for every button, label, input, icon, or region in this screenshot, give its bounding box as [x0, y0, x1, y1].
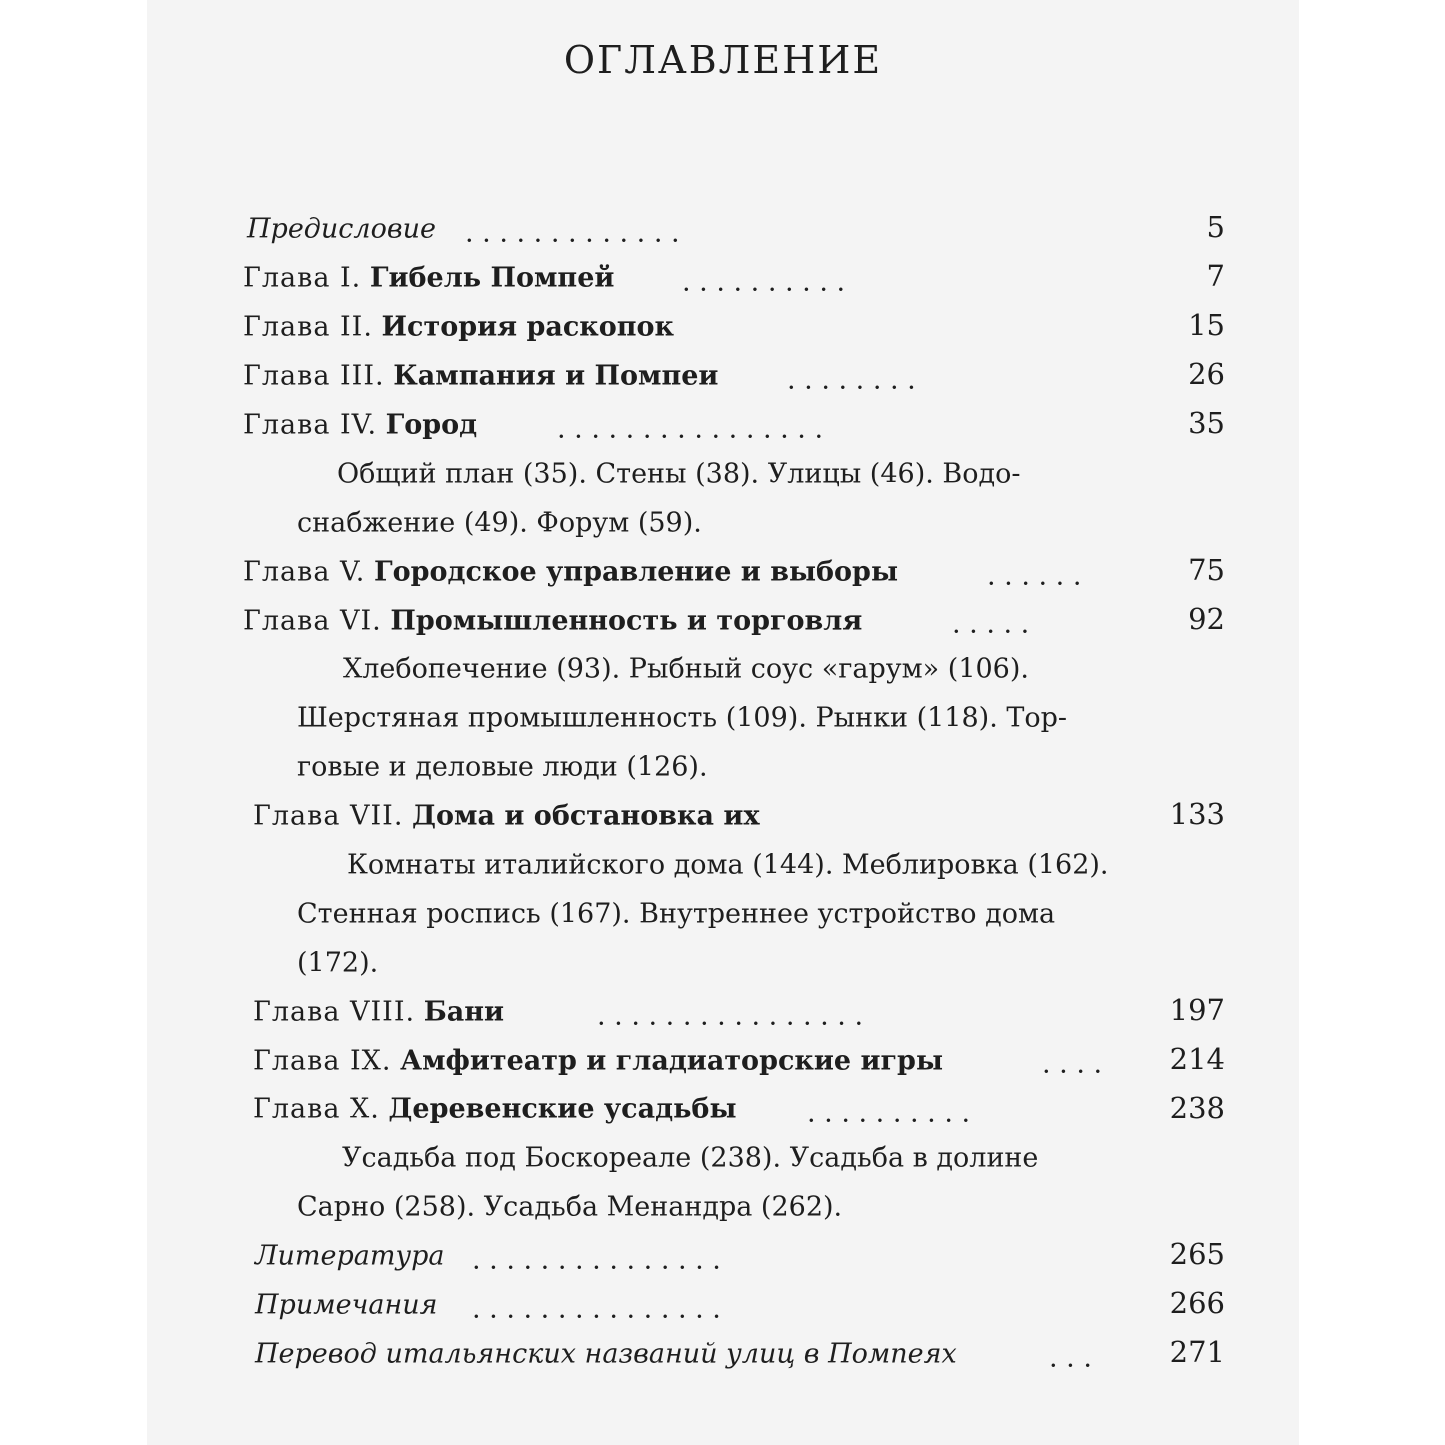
toc-entry-literature: [147, 1232, 1299, 1281]
toc-subentry-line: [147, 841, 1299, 890]
toc-entry-chapter-3: [147, 352, 1299, 401]
dot-leader: . . .: [1049, 1342, 1092, 1374]
toc-entry-chapter-1: [147, 254, 1299, 303]
chapter-title: История раскопок: [381, 311, 675, 343]
dot-leader: . . . . .: [952, 608, 1030, 640]
toc-entry-notes: [147, 1281, 1299, 1330]
toc-entry-chapter-6: [147, 596, 1299, 645]
chapter-label: Глава II.: [243, 311, 373, 343]
page-number: 92: [1188, 601, 1225, 636]
toc-entry-chapter-5: [147, 547, 1299, 596]
toc-subentry-line: [147, 645, 1299, 694]
chapter-label: Глава V.: [243, 556, 366, 588]
subsection-text: Усадьба под Боскореале (238). Усадьба в долине: [342, 1142, 1039, 1174]
dot-leader: . . . . . .: [987, 560, 1082, 592]
chapter-label: Глава IX.: [253, 1045, 392, 1077]
chapter-label: Глава VII.: [253, 800, 404, 832]
chapter-label: Глава I.: [243, 262, 362, 294]
page-number: 214: [1169, 1041, 1225, 1076]
page-number: 26: [1188, 357, 1225, 392]
chapter-title: Деревенские усадьбы: [388, 1093, 737, 1125]
toc-subentry-line: [147, 498, 1299, 547]
page-number: 271: [1169, 1334, 1225, 1369]
toc-subentry-line: [147, 1134, 1299, 1183]
dot-leader: . . . . . . . . . . . . . . . .: [557, 413, 824, 445]
chapter-label: Глава IV.: [243, 409, 378, 441]
subsection-text: Комнаты италийского дома (144). Меблировка (162).: [347, 849, 1109, 881]
book-page: [147, 0, 1299, 1445]
toc-subentry-line: [147, 449, 1299, 498]
toc-entry-chapter-8: [147, 987, 1299, 1036]
dot-leader: . . . . . . . . . . . . . . . .: [597, 1000, 864, 1032]
toc-entry-street-names: [147, 1329, 1299, 1378]
page-number: 238: [1169, 1090, 1225, 1125]
chapter-title: Кампания и Помпеи: [393, 360, 719, 392]
toc-entry-chapter-9: [147, 1036, 1299, 1085]
page-number: 265: [1169, 1237, 1225, 1272]
chapter-title: Дома и обстановка их: [412, 800, 760, 832]
page-number: 133: [1169, 797, 1225, 832]
chapter-title: Промышленность и торговля: [390, 605, 863, 637]
dot-leader: . . . . . . . .: [787, 364, 916, 396]
toc-subentry-line: [147, 1183, 1299, 1232]
entry-title: Примечания: [255, 1289, 438, 1321]
page-number: 7: [1206, 259, 1225, 294]
chapter-title: Городское управление и выборы: [373, 556, 899, 588]
page-number: 15: [1188, 308, 1225, 343]
chapter-title: Гибель Помпей: [369, 262, 615, 294]
subsection-text: говые и деловые люди (126).: [297, 751, 708, 783]
chapter-label: Глава VIII.: [253, 996, 416, 1028]
toc-entry-chapter-7: [147, 792, 1299, 841]
page-number: 35: [1188, 406, 1225, 441]
page-number: 197: [1169, 992, 1225, 1027]
chapter-label: Глава VI.: [243, 605, 382, 637]
dot-leader: . . . . . . . . . . . . . . .: [472, 1244, 721, 1276]
page-number: 5: [1206, 210, 1225, 245]
page-title: ОГЛАВЛЕНИЕ: [563, 38, 883, 82]
dot-leader: . . . .: [1042, 1048, 1103, 1080]
toc-entry-chapter-2: [147, 303, 1299, 352]
toc-entry-chapter-10: [147, 1085, 1299, 1134]
subsection-text: Шерстяная промышленность (109). Рынки (118). Тор-: [297, 702, 1068, 734]
chapter-title: Город: [385, 409, 478, 441]
chapter-title: Бани: [423, 996, 505, 1028]
toc-subentry-line: [147, 938, 1299, 987]
entry-title: Предисловие: [247, 213, 436, 245]
dot-leader: . . . . . . . . . .: [807, 1097, 971, 1129]
subsection-text: (172).: [297, 947, 379, 979]
subsection-text: Сарно (258). Усадьба Менандра (262).: [297, 1191, 843, 1223]
entry-title: Литература: [255, 1240, 445, 1272]
subsection-text: Стенная роспись (167). Внутреннее устройство дома: [297, 898, 1056, 930]
page-number: 75: [1188, 552, 1225, 587]
dot-leader: . . . . . . . . . . . . .: [465, 217, 680, 249]
toc-subentry-line: [147, 889, 1299, 938]
subsection-text: Общий план (35). Стены (38). Улицы (46). Водо-: [337, 458, 1021, 490]
chapter-label: Глава X.: [253, 1093, 380, 1125]
subsection-text: снабжение (49). Форум (59).: [297, 507, 702, 539]
dot-leader: . . . . . . . . . .: [682, 266, 846, 298]
chapter-label: Глава III.: [243, 360, 385, 392]
page-number: 266: [1169, 1286, 1225, 1321]
chapter-title: Амфитеатр и гладиаторские игры: [400, 1045, 944, 1077]
toc-subentry-line: [147, 694, 1299, 743]
toc-entry-preface: [147, 205, 1299, 254]
table-of-contents: [147, 205, 1299, 1378]
toc-subentry-line: [147, 743, 1299, 792]
subsection-text: Хлебопечение (93). Рыбный соус «гарум» (106).: [343, 653, 1029, 685]
toc-entry-chapter-4: [147, 401, 1299, 450]
entry-title: Перевод итальянских названий улиц в Помпеях: [255, 1338, 957, 1370]
dot-leader: . . . . . . . . . . . . . . .: [472, 1293, 721, 1325]
